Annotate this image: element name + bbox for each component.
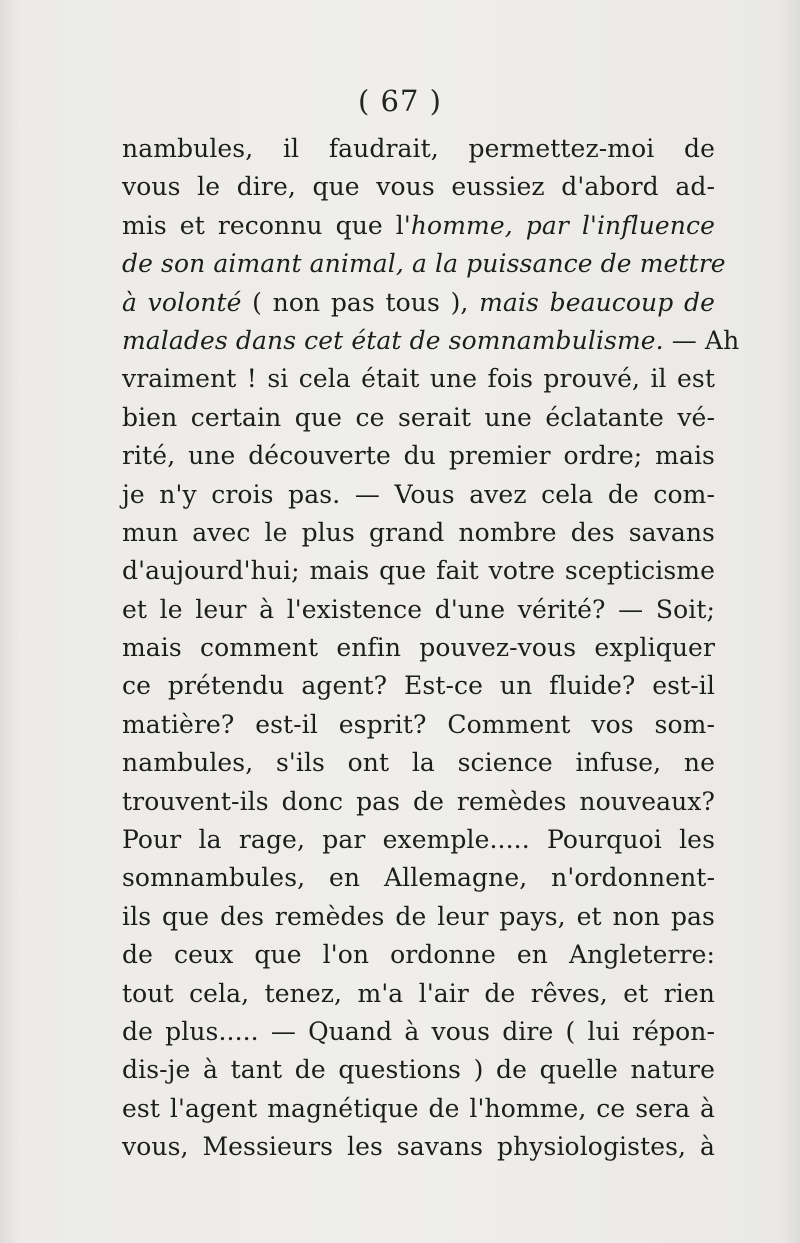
text-line — [122, 629, 715, 667]
text-segment: mis et reconnu que l' — [122, 210, 411, 240]
body-text — [122, 130, 740, 1167]
text-line — [122, 744, 715, 782]
text-segment: somnambules, en Allemagne, n'ordonnent- — [122, 863, 715, 893]
text-segment: vous, Messieurs les savans physiologistes, à — [122, 1132, 715, 1162]
text-segment: vraiment ! si cela était une fois prouvé, il est — [122, 364, 715, 394]
text-segment: ils que des remèdes de leur pays, et non pas — [122, 901, 715, 931]
text-segment: je n'y crois pas. — Vous avez cela de com- — [122, 479, 715, 509]
text-line — [122, 936, 715, 974]
text-line — [122, 821, 715, 859]
text-line — [122, 591, 715, 629]
text-segment: ( non pas tous ), — [241, 287, 480, 317]
text-line — [122, 667, 715, 705]
text-segment: d'aujourd'hui; mais que fait votre scepticisme — [122, 556, 715, 586]
text-segment: ce prétendu agent? Est-ce un fluide? est-il — [122, 671, 715, 701]
text-line — [122, 130, 715, 168]
italic-segment: mais beaucoup de — [479, 287, 715, 317]
text-segment: nambules, s'ils ont la science infuse, ne — [122, 748, 715, 778]
text-line — [122, 399, 715, 437]
text-segment: bien certain que ce serait une éclatante vé- — [122, 402, 715, 432]
text-line — [122, 437, 715, 475]
text-line — [122, 706, 715, 744]
text-segment: dis-je à tant de questions ) de quelle nature — [122, 1055, 715, 1085]
text-segment: vous le dire, que vous eussiez d'abord ad- — [122, 172, 715, 202]
text-segment: nambules, il faudrait, permettez-moi de — [122, 134, 715, 163]
text-segment: — Ah — [663, 325, 740, 355]
text-segment: trouvent-ils donc pas de remèdes nouveaux? — [122, 786, 715, 816]
text-line — [122, 207, 715, 245]
text-line — [122, 168, 715, 206]
text-line — [122, 322, 740, 360]
text-line — [122, 552, 715, 590]
text-line — [122, 1013, 715, 1051]
text-line — [122, 783, 715, 821]
text-segment: mais comment enfin pouvez-vous expliquer — [122, 633, 715, 663]
text-segment: Pour la rage, par exemple..... Pourquoi les — [122, 825, 715, 855]
text-line — [122, 360, 715, 398]
text-line — [122, 859, 715, 897]
text-segment: rité, une découverte du premier ordre; mais — [122, 441, 715, 471]
text-segment: matière? est-il esprit? Comment vos som- — [122, 709, 715, 739]
italic-segment: malades dans cet état de somnambulisme. — [122, 325, 664, 355]
text-segment: tout cela, tenez, m'a l'air de rêves, et rien — [122, 978, 715, 1008]
text-segment: est l'agent magnétique de l'homme, ce sera à — [122, 1093, 715, 1123]
text-line — [122, 284, 715, 322]
text-segment: de ceux que l'on ordonne en Angleterre: — [122, 940, 715, 970]
text-line — [122, 245, 726, 283]
italic-segment: de son aimant animal, a la puissance de mettre — [122, 249, 726, 279]
page-number: ( 67 ) — [358, 84, 442, 118]
text-line — [122, 898, 715, 936]
text-line — [122, 1090, 715, 1128]
italic-segment: à volonté — [122, 287, 242, 317]
text-line — [122, 476, 715, 514]
text-segment: de plus..... — Quand à vous dire ( lui répon- — [122, 1016, 715, 1046]
text-line — [122, 1128, 715, 1166]
text-segment: mun avec le plus grand nombre des savans — [122, 517, 715, 547]
text-line — [122, 1051, 715, 1089]
italic-segment: homme, par l'influence — [410, 210, 715, 240]
text-line — [122, 514, 715, 552]
text-line — [122, 975, 715, 1013]
text-segment: et le leur à l'existence d'une vérité? — Soit; — [122, 594, 715, 624]
